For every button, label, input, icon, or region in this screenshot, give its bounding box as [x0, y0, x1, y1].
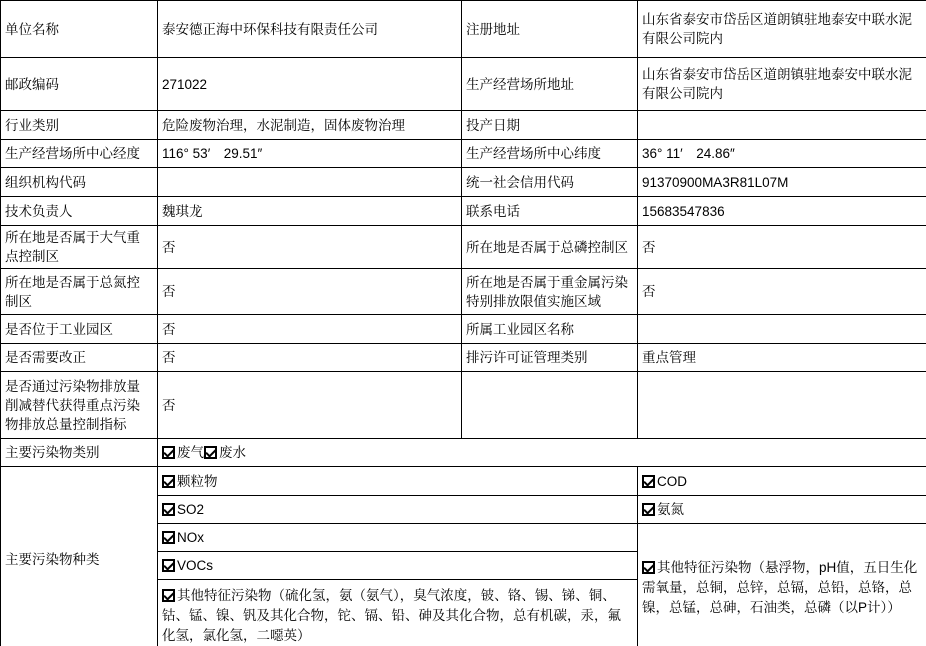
total-nitrogen-region-value: 否 [158, 269, 462, 315]
in-industrial-park-label: 是否位于工业园区 [1, 315, 158, 344]
postal-code-label: 邮政编码 [1, 58, 158, 111]
checked-checkbox-icon [642, 475, 655, 488]
checked-checkbox-icon [162, 531, 175, 544]
air-key-control-region-label: 所在地是否属于大气重点控制区 [1, 226, 158, 269]
air-pollutant-cell [158, 496, 638, 524]
org-code-value [158, 168, 462, 197]
water-pollutant-item [642, 474, 687, 489]
air-pollutant-label: 其他特征污染物（硫化氢，氨（氨气），臭气浓度，铍、铬、锡、锑、铜、钴、锰、镍、钒及其化合物，铊、镉、铅、砷及其化合物，总有机碳，汞，氟化氢，氯化氢，二噁英） [162, 588, 621, 643]
phone-label: 联系电话 [462, 197, 638, 226]
registered-address-label: 注册地址 [462, 1, 638, 58]
pollutant-category-item-label: 废水 [219, 445, 246, 460]
pollutant-category-item [162, 445, 204, 460]
pollutant-category-item [204, 445, 246, 460]
commissioning-date-value [638, 111, 926, 140]
checked-checkbox-icon [642, 503, 655, 516]
air-pollutant-label: NOx [177, 530, 204, 545]
tech-lead-value: 魏琪龙 [158, 197, 462, 226]
heavy-metal-region-value: 否 [638, 269, 926, 315]
air-pollutant-label: 颗粒物 [177, 473, 218, 489]
pollutant-category-label: 主要污染物类别 [1, 439, 158, 467]
row-industrial-park [1, 315, 926, 344]
commissioning-date-label: 投产日期 [462, 111, 638, 140]
checked-checkbox-icon [162, 503, 175, 516]
checked-checkbox-icon [162, 589, 175, 602]
postal-code-value: 271022 [158, 58, 462, 111]
correction-required-value: 否 [158, 344, 462, 372]
water-pollutant-label: 其他特征污染物（悬浮物，pH值，五日生化需氧量，总铜，总锌，总镉，总铅，总铬，总镍，总锰，总砷，石油类，总磷（以P计）） [642, 560, 918, 615]
water-other-pollutants-cell [638, 524, 926, 646]
water-pollutant-cell [638, 496, 926, 524]
unit-name-value: 泰安德正海中环保科技有限责任公司 [158, 1, 462, 58]
air-pollutant-item [162, 558, 213, 573]
air-pollutant-item [162, 588, 621, 643]
premises-address-value: 山东省泰安市岱岳区道朗镇驻地泰安中联水泥有限公司院内 [638, 58, 926, 111]
heavy-metal-region-label: 所在地是否属于重金属污染特别排放限值实施区域 [462, 269, 638, 315]
reduction-substitution-label: 是否通过污染物排放量削减替代获得重点污染物排放总量控制指标 [1, 372, 158, 439]
row-reduction-substitution [1, 372, 926, 439]
water-pollutant-label: 氨氮 [657, 502, 684, 517]
checked-checkbox-icon [204, 446, 217, 459]
center-latitude-label: 生产经营场所中心纬度 [462, 140, 638, 168]
industrial-park-name-value [638, 315, 926, 344]
row-pollutant-type-1 [1, 467, 926, 496]
air-pollutant-label: SO2 [177, 502, 205, 517]
industrial-park-name-label: 所属工业园区名称 [462, 315, 638, 344]
pollutant-category-value [158, 439, 926, 467]
checked-checkbox-icon [162, 559, 175, 572]
air-pollutant-label: VOCs [177, 558, 214, 573]
social-credit-code-value: 91370900MA3R81L07M [638, 168, 926, 197]
air-key-control-region-value: 否 [158, 226, 462, 269]
industry-category-value: 危险废物治理，水泥制造，固体废物治理 [158, 111, 462, 140]
air-pollutant-cell [158, 552, 638, 580]
water-pollutant-label: COD [657, 473, 687, 489]
row-nitrogen-control [1, 269, 926, 315]
total-phosphorus-region-label: 所在地是否属于总磷控制区 [462, 226, 638, 269]
air-other-pollutants-cell [158, 580, 638, 646]
org-code-label: 组织机构代码 [1, 168, 158, 197]
row-air-key-control [1, 226, 926, 269]
in-industrial-park-value: 否 [158, 315, 462, 344]
total-nitrogen-region-label: 所在地是否属于总氮控制区 [1, 269, 158, 315]
empty-label-cell [462, 372, 638, 439]
pollutant-category-item-label: 废气 [177, 445, 204, 460]
social-credit-code-label: 统一社会信用代码 [462, 168, 638, 197]
permit-category-value: 重点管理 [638, 344, 926, 372]
row-tech-lead [1, 197, 926, 226]
tech-lead-label: 技术负责人 [1, 197, 158, 226]
air-pollutant-cell [158, 467, 638, 496]
air-pollutant-cell [158, 524, 638, 552]
permit-category-label: 排污许可证管理类别 [462, 344, 638, 372]
row-correction [1, 344, 926, 372]
row-pollutant-category [1, 439, 926, 467]
checked-checkbox-icon [162, 475, 175, 488]
unit-name-label: 单位名称 [1, 1, 158, 58]
air-pollutant-item [162, 474, 218, 489]
water-pollutant-item [642, 502, 684, 517]
checked-checkbox-icon [162, 446, 175, 459]
premises-address-label: 生产经营场所地址 [462, 58, 638, 111]
industry-category-label: 行业类别 [1, 111, 158, 140]
empty-value-cell [638, 372, 926, 439]
row-industry-category [1, 111, 926, 140]
water-pollutant-item [642, 560, 917, 615]
air-pollutant-item [162, 530, 204, 545]
row-unit-name [1, 1, 926, 58]
center-latitude-value: 36° 11′ 24.86″ [638, 140, 926, 168]
water-pollutant-cell [638, 467, 926, 496]
row-center-coordinates [1, 140, 926, 168]
phone-value: 15683547836 [638, 197, 926, 226]
row-postal-code [1, 58, 926, 111]
registered-address-value: 山东省泰安市岱岳区道朗镇驻地泰安中联水泥有限公司院内 [638, 1, 926, 58]
correction-required-label: 是否需要改正 [1, 344, 158, 372]
total-phosphorus-region-value: 否 [638, 226, 926, 269]
center-longitude-value: 116° 53′ 29.51″ [158, 140, 462, 168]
center-longitude-label: 生产经营场所中心经度 [1, 140, 158, 168]
pollutant-types-label: 主要污染物种类 [1, 467, 158, 646]
checked-checkbox-icon [642, 561, 655, 574]
air-pollutant-item [162, 502, 204, 517]
reduction-substitution-value: 否 [158, 372, 462, 439]
row-org-code [1, 168, 926, 197]
